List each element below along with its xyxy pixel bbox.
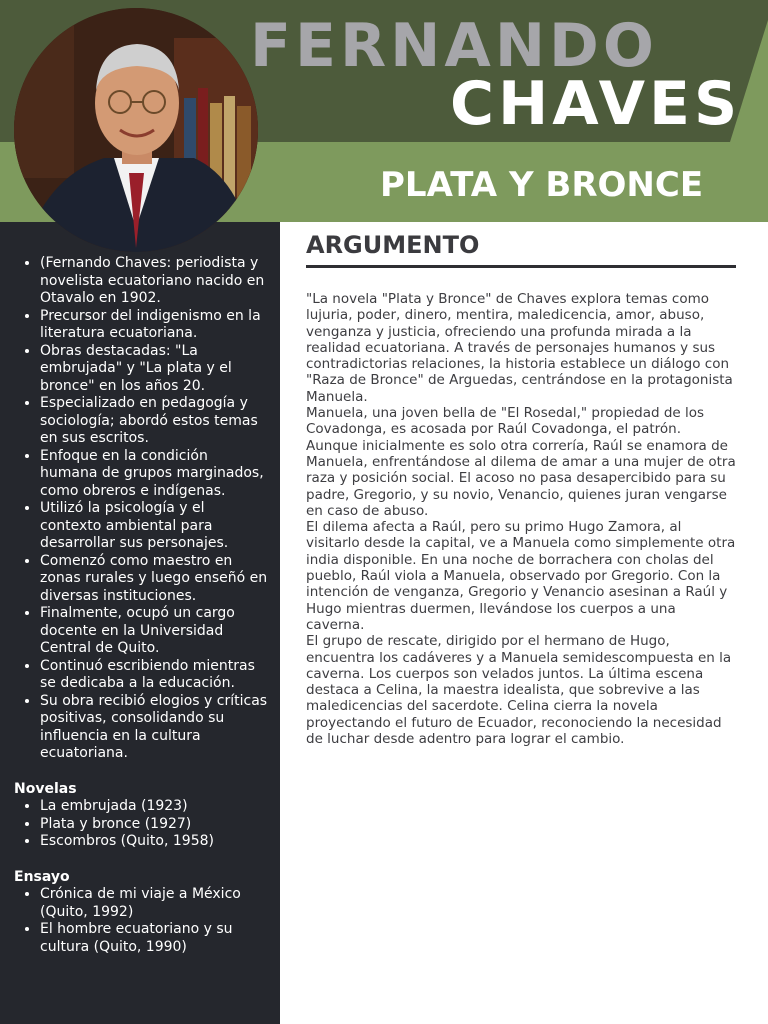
argument-paragraph: Manuela, una joven bella de "El Rosedal," propiedad de los Covadonga, es acosada por Raúl Covadonga, el patrón. Aunque inicialmente es solo otra correría, Raúl se enamora de Manuela, enfrentándose al dilema de amar a una mujer de otra raza y posición social. El acoso no pasa desapercibido para su padre, Gregorio, y su novio, Venancio, quienes juran vengarse en caso de abuso. xyxy=(306,405,736,519)
argument-body xyxy=(306,291,736,747)
bio-item: • Continuó escribiendo mientras se dedicaba a la educación. xyxy=(40,658,268,693)
bio-item: • Finalmente, ocupó un cargo docente en la Universidad Central de Quito. xyxy=(40,605,268,658)
novela-item: • La embrujada (1923) xyxy=(40,798,268,816)
bio-item: • Enfoque en la condición humana de grupos marginados, como obreros e indígenas. xyxy=(40,448,268,501)
ensayo-list xyxy=(14,886,268,956)
ensayo-heading: Ensayo xyxy=(14,868,70,885)
ensayo-item: • El hombre ecuatoriano y su cultura (Quito, 1990) xyxy=(40,921,268,956)
bio-item: • Comenzó como maestro en zonas rurales y luego enseñó en diversas instituciones. xyxy=(40,553,268,606)
bio-item: • Obras destacadas: "La embrujada" y "La plata y el bronce" en los años 20. xyxy=(40,343,268,396)
argument-divider xyxy=(306,265,736,268)
argument-heading: ARGUMENTO xyxy=(306,231,480,259)
ensayo-item: • Crónica de mi viaje a México (Quito, 1992) xyxy=(40,886,268,921)
bio-item: • (Fernando Chaves: periodista y novelista ecuatoriano nacido en Otavalo en 1902. xyxy=(40,255,268,308)
argument-paragraph: "La novela "Plata y Bronce" de Chaves explora temas como lujuria, poder, dinero, mentira, maledicencia, amor, abuso, venganza y justicia, ofreciendo una profunda mirada a la realidad ecuatoriana. A través de personajes humanos y sus contradictorias relaciones, la historia establece un diálogo con "Raza de Bronce" de Arguedas, centrándose en la protagonista Manuela. xyxy=(306,291,733,405)
argument-paragraph: El grupo de rescate, dirigido por el hermano de Hugo, encuentra los cadáveres y a Manuela semidescompuesta en la caverna. Los cuerpos son velados juntos. La última escena destaca a Celina, la maestra idealista, que sobrevive a las maledicencias del sacerdote. Celina cierra la novela proyectando el futuro de Ecuador, reconociendo la necesidad de luchar desde adentro para lograr el cambio. xyxy=(306,633,732,748)
author-photo xyxy=(14,8,258,252)
bio-item: • Utilizó la psicología y el contexto ambiental para desarrollar sus personajes. xyxy=(40,500,268,553)
argument-paragraph: El dilema afecta a Raúl, pero su primo Hugo Zamora, al visitarlo desde la capital, ve a Manuela como simplemente otra india disponible. En una noche de borrachera con cholas del pueblo, Raúl viola a Manuela, observado por Gregorio. Con la intención de venganza, Gregorio y Venancio asesinan a Raúl y Hugo mientras duermen, llevándose los cuerpos a una caverna. xyxy=(306,519,736,633)
bio-list xyxy=(14,255,268,763)
bio-item: • Especializado en pedagogía y sociología; abordó estos temas en sus escritos. xyxy=(40,395,268,448)
bio-item: • Su obra recibió elogios y críticas positivas, consolidando su influencia en la cultura ecuatoriana. xyxy=(40,693,268,763)
author-portrait-illustration xyxy=(14,8,258,252)
novela-item: • Escombros (Quito, 1958) xyxy=(40,833,268,851)
author-last-name: CHAVES xyxy=(450,69,742,139)
bio-item: • Precursor del indigenismo en la literatura ecuatoriana. xyxy=(40,308,268,343)
novelas-list xyxy=(14,798,268,851)
book-title: PLATA Y BRONCE xyxy=(380,165,704,205)
author-first-name: FERNANDO xyxy=(250,11,658,81)
sidebar-content xyxy=(14,255,268,956)
novela-item: • Plata y bronce (1927) xyxy=(40,816,268,834)
novelas-heading: Novelas xyxy=(14,780,77,797)
